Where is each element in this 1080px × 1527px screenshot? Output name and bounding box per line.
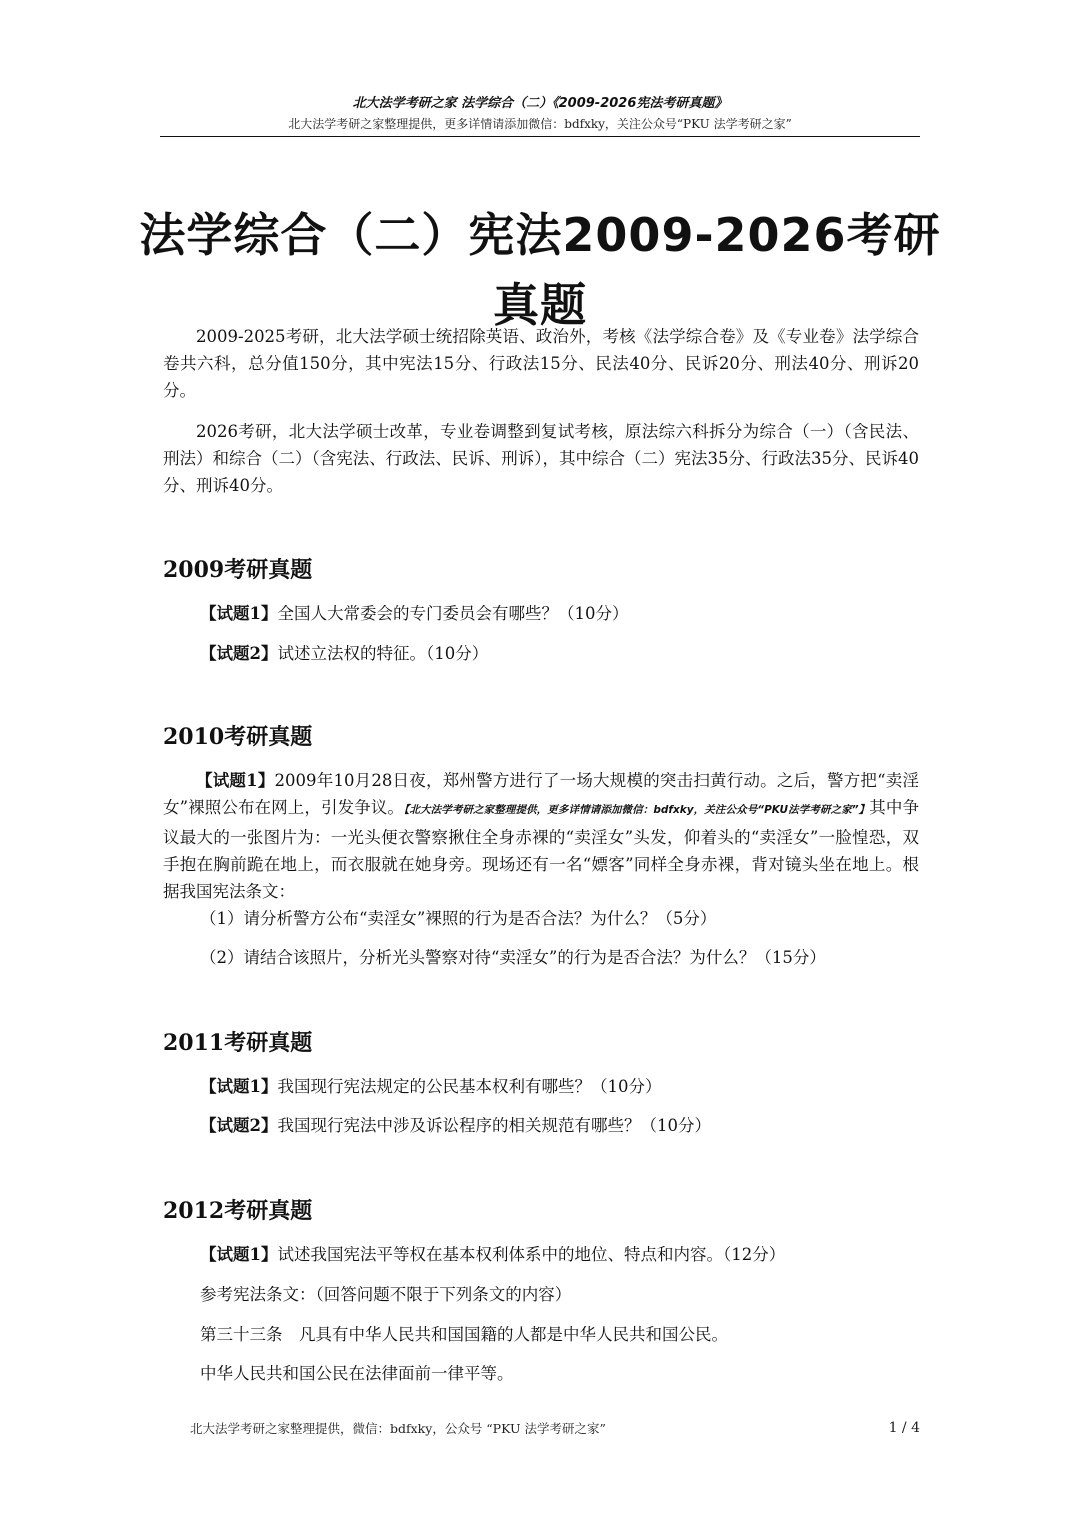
reference-articles-label: 参考宪法条文：（回答问题不限于下列条文的内容）	[200, 1285, 572, 1304]
question-marker: 【试题1】	[200, 1245, 278, 1264]
intro-paragraph-1: 2009-2025考研，北大法学硕士统招除英语、政治外，考核《法学综合卷》及《专业卷》法学综合卷共六科，总分值150分，其中宪法15分、行政法15分、民法40分、民诉20分、刑法40分、刑诉20分。	[163, 327, 919, 400]
constitution-article-33-clause: 中华人民共和国公民在法律面前一律平等。	[200, 1364, 514, 1383]
sub-question-2010-2: （2）请结合该照片，分析光头警察对待“卖淫女”的行为是否合法？为什么？（15分）	[200, 948, 826, 967]
header-divider	[160, 136, 920, 137]
section-heading-2010: 2010考研真题	[163, 724, 313, 750]
running-header-title: 北大法学考研之家 法学综合（二）《2009-2026宪法考研真题》	[352, 96, 728, 111]
intro-paragraph-2: 2026考研，北大法学硕士改革，专业卷调整到复试考核，原法综六科拆分为综合（一）（含民法、刑法）和综合（二）（含宪法、行政法、民诉、刑诉），其中综合（二）宪法35分、行政法35分、民诉40分、刑诉40分。	[163, 422, 919, 495]
question-text-part-2: 其中争议最大的一张图片为：一光头便衣警察揪住全身赤裸的“卖淫女”头发，仰着头的“卖淫女”一脸惶恐，双手抱在胸前跪在地上，而衣服就在她身旁。现场还有一名“嫖客”同样全身赤裸，背对镜头坐在地上。根据我国宪法条文：	[163, 798, 919, 901]
question-text: 试述立法权的特征。（10分）	[277, 644, 489, 663]
sub-question-2010-1: （1）请分析警方公布“卖淫女”裸照的行为是否合法？为什么？（5分）	[200, 909, 717, 928]
section-heading-2011: 2011考研真题	[163, 1030, 313, 1056]
question-text: 试述我国宪法平等权在基本权利体系中的地位、特点和内容。（12分）	[277, 1245, 786, 1264]
question-marker: 【试题2】	[200, 1116, 278, 1135]
question-marker: 【试题1】	[200, 604, 278, 623]
question-text: 我国现行宪法中涉及诉讼程序的相关规范有哪些？（10分）	[277, 1116, 711, 1135]
section-heading-2012: 2012考研真题	[163, 1198, 313, 1224]
question-text: 全国人大常委会的专门委员会有哪些？（10分）	[277, 604, 629, 623]
question-2010-1	[163, 767, 919, 905]
watermark-note: 【北大法学考研之家整理提供，更多详情请添加微信：bdfxky，关注公众号“PKU法学考研之家”】	[404, 804, 870, 816]
section-heading-2009: 2009考研真题	[163, 557, 313, 583]
question-2011-2	[200, 1115, 920, 1137]
constitution-article-33: 第三十三条 凡具有中华人民共和国国籍的人都是中华人民共和国公民。	[200, 1325, 728, 1344]
page-footer: 北大法学考研之家整理提供，微信：bdfxky，公众号 “PKU 法学考研之家”	[190, 1421, 606, 1436]
question-2009-1	[200, 603, 920, 625]
question-marker: 【试题1】	[200, 1077, 278, 1096]
question-text-part-1: 2009年10月28日夜，郑州警方进行了一场大规模的突击扫黄行动。之后，警方把“卖淫女”裸照公布在网上，引发争议。	[163, 771, 919, 817]
question-marker: 【试题1】	[196, 771, 275, 790]
question-2011-1	[200, 1076, 920, 1098]
page-title: 法学综合（二）宪法2009-2026考研真题	[139, 208, 941, 332]
question-marker: 【试题2】	[200, 644, 278, 663]
page-number: 1 / 4	[888, 1420, 920, 1436]
question-2009-2	[200, 643, 920, 665]
question-2012-1	[200, 1244, 920, 1266]
question-text: 我国现行宪法规定的公民基本权利有哪些？（10分）	[277, 1077, 662, 1096]
running-header-subtitle: 北大法学考研之家整理提供，更多详情请添加微信：bdfxky，关注公众号“PKU 法学考研之家”	[288, 117, 792, 131]
